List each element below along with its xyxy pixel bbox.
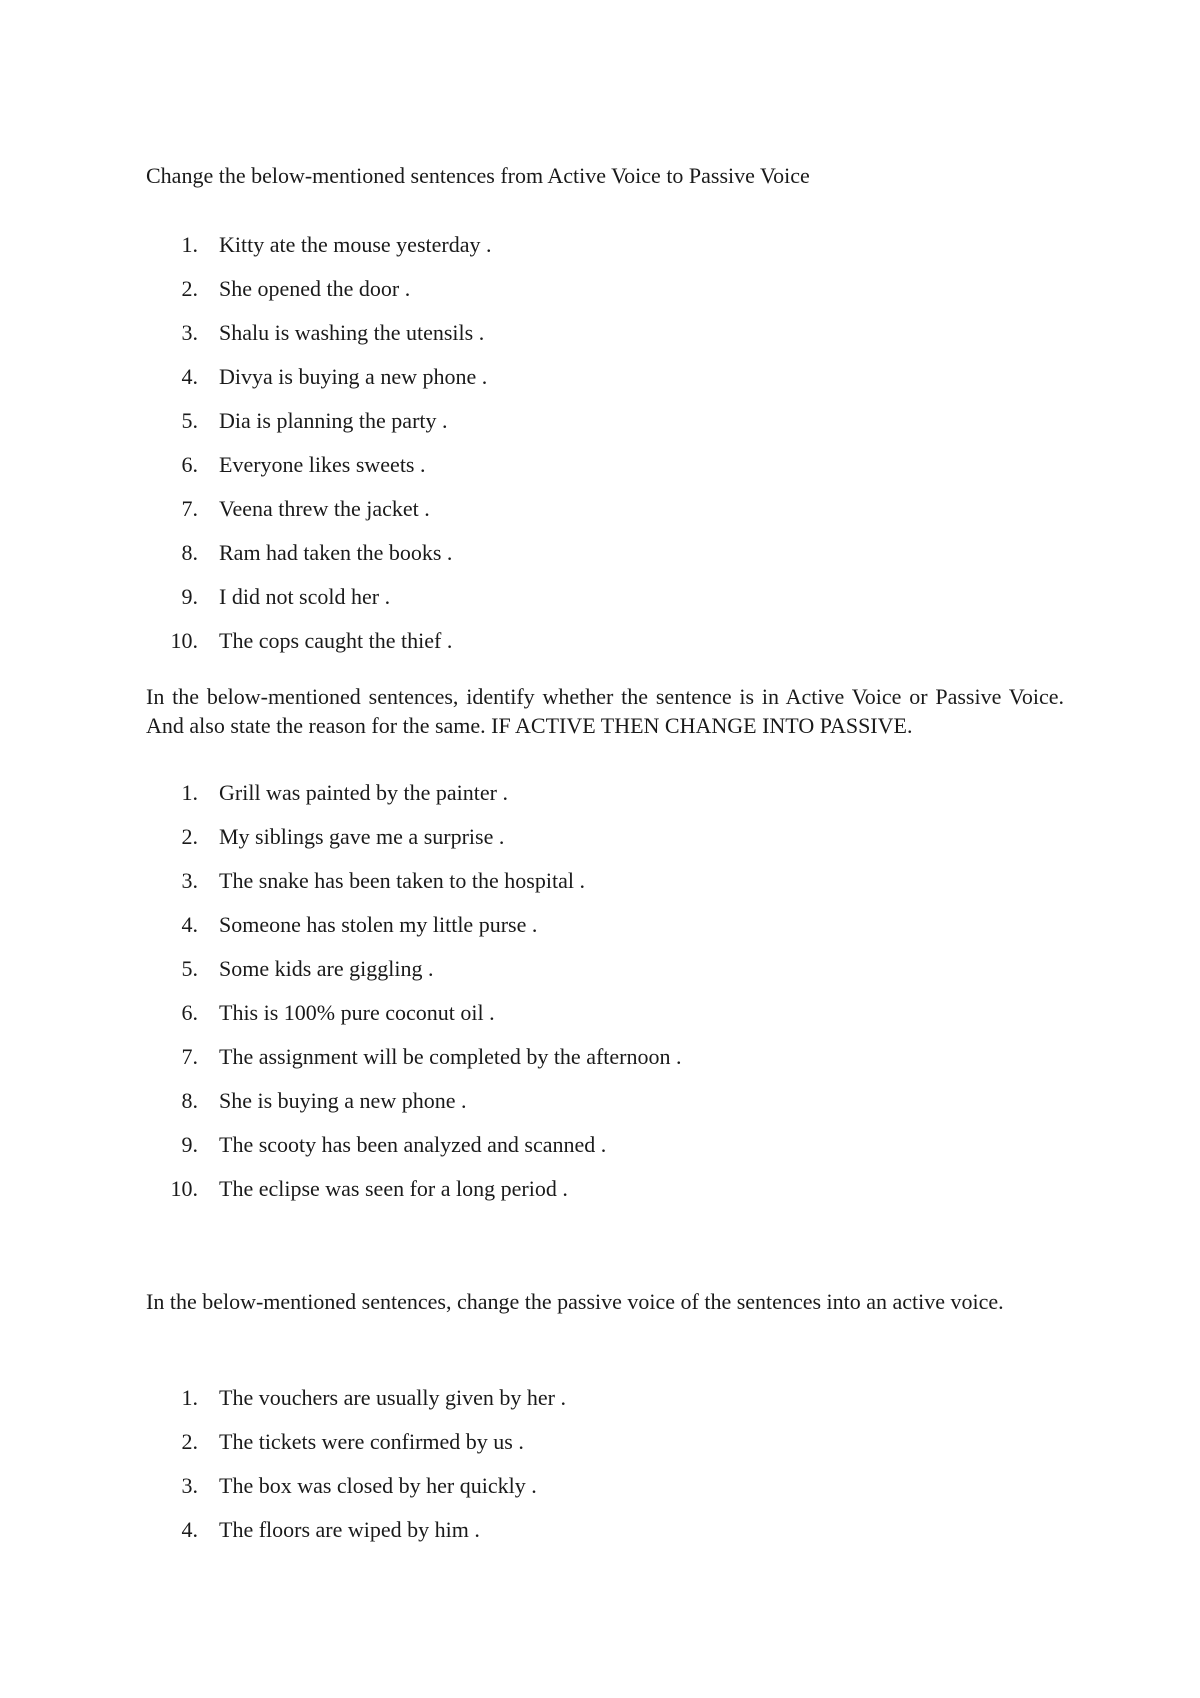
item-text: Shalu is washing the utensils . bbox=[219, 320, 485, 345]
item-number: 4. bbox=[181, 364, 198, 389]
list-item bbox=[146, 230, 1064, 274]
item-text: Kitty ate the mouse yesterday . bbox=[219, 232, 492, 257]
item-text: Dia is planning the party . bbox=[219, 408, 448, 433]
section-2-list bbox=[146, 778, 1064, 1218]
section-3-instruction: In the below-mentioned sentences, change the passive voice of the sentences into an active voice. bbox=[146, 1289, 1004, 1314]
item-text: Someone has stolen my little purse . bbox=[219, 912, 538, 937]
item-number: 3. bbox=[181, 320, 198, 345]
item-text: I did not scold her . bbox=[219, 584, 391, 609]
item-number: 6. bbox=[181, 452, 198, 477]
item-number: 7. bbox=[181, 496, 198, 521]
item-number: 1. bbox=[181, 1385, 198, 1410]
section-2-instruction: In the below-mentioned sentences, identify whether the sentence is in Active Voice or Passive Voice. And also state the reason for the same. IF ACTIVE THEN CHANGE INTO PASSIVE. bbox=[146, 684, 1064, 738]
list-item bbox=[146, 318, 1064, 362]
item-text: This is 100% pure coconut oil . bbox=[219, 1000, 495, 1025]
list-item bbox=[146, 778, 1064, 822]
item-number: 2. bbox=[181, 276, 198, 301]
item-number: 1. bbox=[181, 232, 198, 257]
item-text: The eclipse was seen for a long period . bbox=[219, 1176, 568, 1201]
item-text: The tickets were confirmed by us . bbox=[219, 1429, 524, 1454]
list-item bbox=[146, 954, 1064, 998]
list-item bbox=[146, 1174, 1064, 1218]
item-text: The cops caught the thief . bbox=[219, 628, 453, 653]
section-1-instruction: Change the below-mentioned sentences from Active Voice to Passive Voice bbox=[146, 163, 810, 188]
item-number: 5. bbox=[181, 956, 198, 981]
item-number: 8. bbox=[181, 540, 198, 565]
item-number: 9. bbox=[181, 1132, 198, 1157]
item-number: 9. bbox=[181, 584, 198, 609]
item-text: The scooty has been analyzed and scanned . bbox=[219, 1132, 607, 1157]
item-text: The vouchers are usually given by her . bbox=[219, 1385, 566, 1410]
item-number: 10. bbox=[170, 1176, 198, 1201]
list-item bbox=[146, 1086, 1064, 1130]
list-item bbox=[146, 626, 1064, 670]
list-item bbox=[146, 1471, 1064, 1515]
list-item bbox=[146, 1383, 1064, 1427]
item-number: 3. bbox=[181, 1473, 198, 1498]
item-text: The floors are wiped by him . bbox=[219, 1517, 480, 1542]
list-item bbox=[146, 406, 1064, 450]
item-number: 2. bbox=[181, 824, 198, 849]
item-text: The snake has been taken to the hospital . bbox=[219, 868, 585, 893]
list-item bbox=[146, 1130, 1064, 1174]
item-number: 4. bbox=[181, 1517, 198, 1542]
item-text: Divya is buying a new phone . bbox=[219, 364, 488, 389]
item-number: 8. bbox=[181, 1088, 198, 1113]
section-1-list bbox=[146, 230, 1064, 670]
list-item bbox=[146, 538, 1064, 582]
item-number: 2. bbox=[181, 1429, 198, 1454]
item-text: Veena threw the jacket . bbox=[219, 496, 430, 521]
item-text: She is buying a new phone . bbox=[219, 1088, 467, 1113]
item-number: 4. bbox=[181, 912, 198, 937]
item-text: The box was closed by her quickly . bbox=[219, 1473, 537, 1498]
item-number: 7. bbox=[181, 1044, 198, 1069]
item-number: 5. bbox=[181, 408, 198, 433]
list-item bbox=[146, 494, 1064, 538]
list-item bbox=[146, 1515, 1064, 1559]
item-number: 3. bbox=[181, 868, 198, 893]
list-item bbox=[146, 450, 1064, 494]
item-text: Some kids are giggling . bbox=[219, 956, 434, 981]
item-text: Grill was painted by the painter . bbox=[219, 780, 508, 805]
section-3-list bbox=[146, 1383, 1064, 1559]
item-number: 1. bbox=[181, 780, 198, 805]
list-item bbox=[146, 274, 1064, 318]
item-text: Everyone likes sweets . bbox=[219, 452, 426, 477]
list-item bbox=[146, 1427, 1064, 1471]
list-item bbox=[146, 822, 1064, 866]
list-item bbox=[146, 1042, 1064, 1086]
item-number: 10. bbox=[170, 628, 198, 653]
item-text: Ram had taken the books . bbox=[219, 540, 453, 565]
item-number: 6. bbox=[181, 1000, 198, 1025]
list-item bbox=[146, 362, 1064, 406]
item-text: She opened the door . bbox=[219, 276, 411, 301]
item-text: My siblings gave me a surprise . bbox=[219, 824, 505, 849]
list-item bbox=[146, 866, 1064, 910]
item-text: The assignment will be completed by the afternoon . bbox=[219, 1044, 682, 1069]
list-item bbox=[146, 910, 1064, 954]
list-item bbox=[146, 998, 1064, 1042]
list-item bbox=[146, 582, 1064, 626]
